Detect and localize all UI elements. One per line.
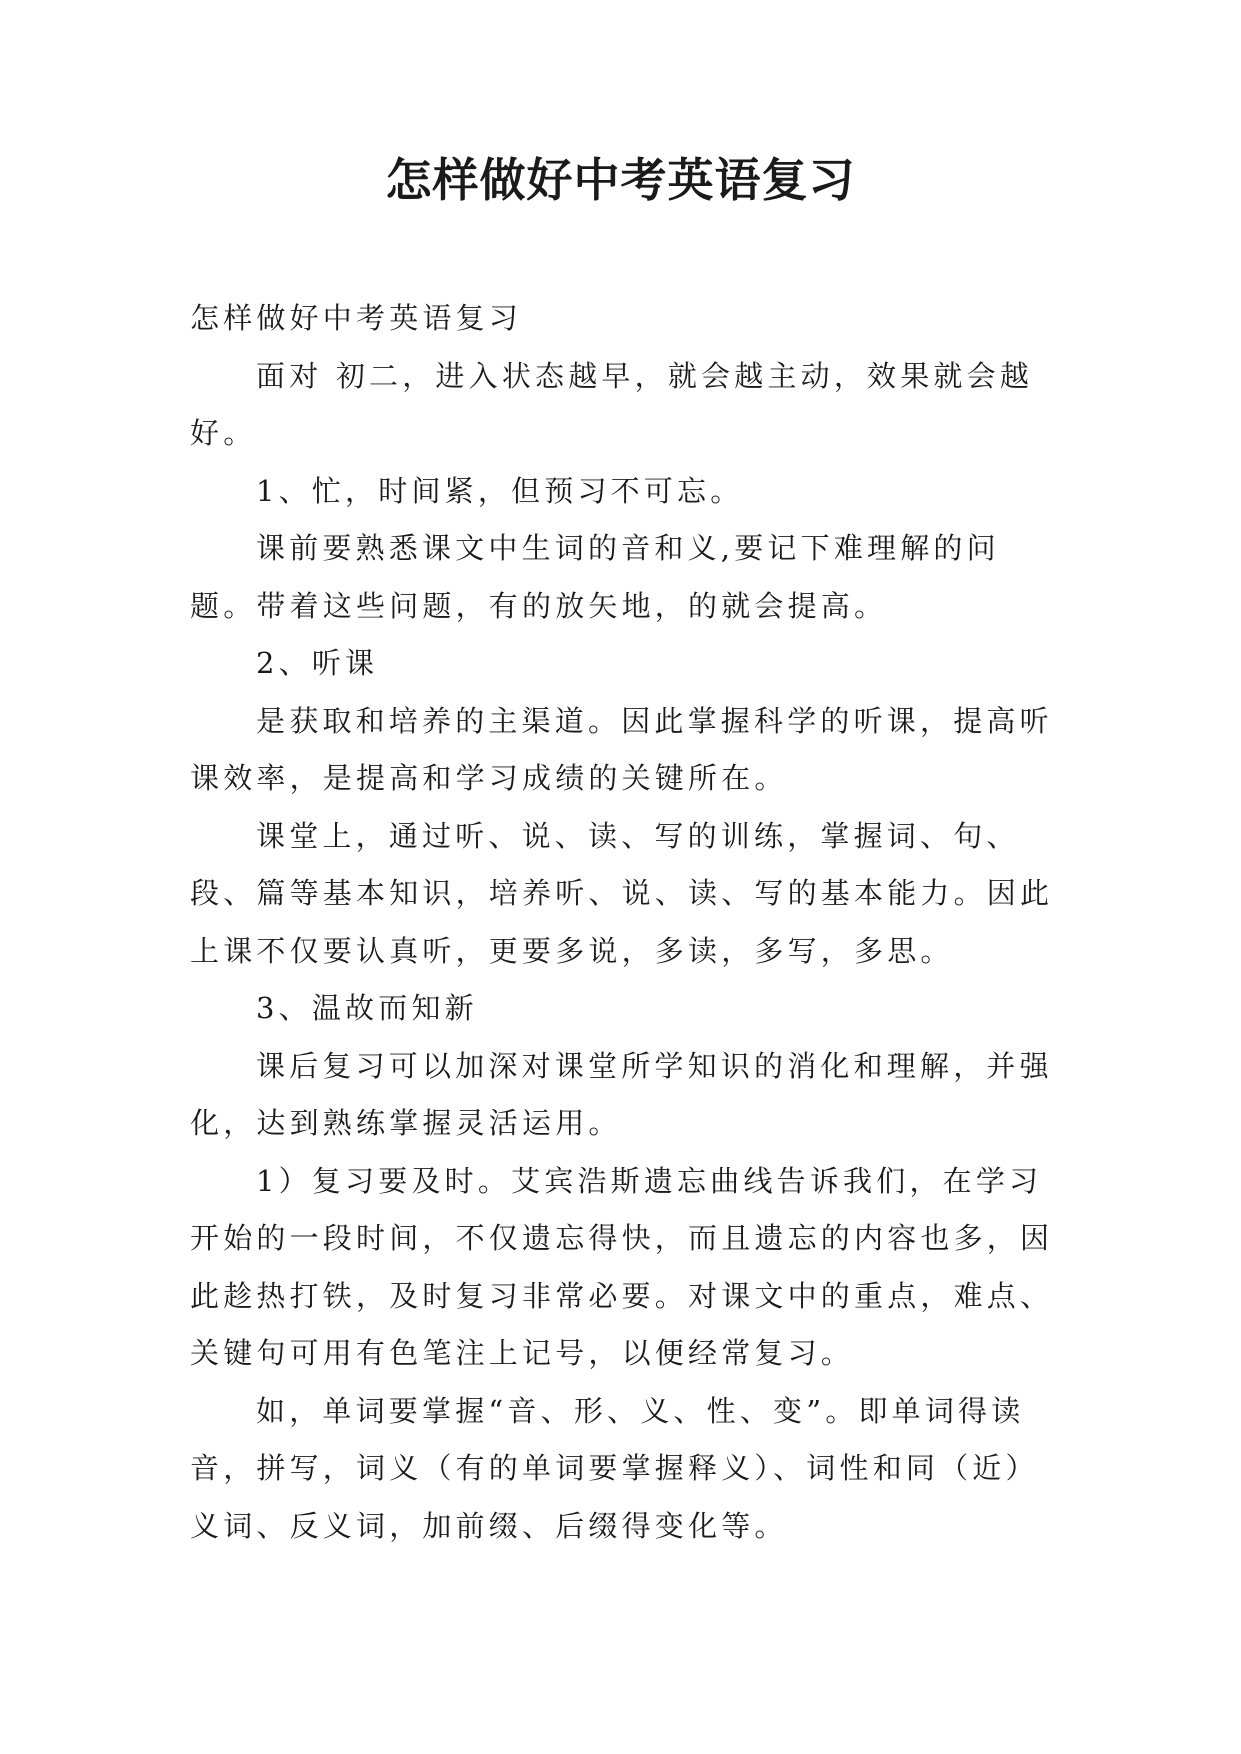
paragraph-heading: 2、听课 — [256, 646, 379, 680]
paragraph-heading: 3、温故而知新 — [256, 991, 478, 1025]
paragraph: 课堂上，通过听、说、读、写的训练，掌握词、句、段、篇等基本知识，培养听、说、读、写的基本能力。因此上课不仅要认真听，更要多说，多读，多写，多思。 — [190, 818, 1054, 968]
document-title: 怎样做好中考英语复习 — [385, 153, 856, 207]
paragraph: 课前要熟悉课文中生词的音和义,要记下难理解的问题。带着这些问题，有的放矢地，的就会提高。 — [190, 531, 1000, 623]
paragraph: 是获取和培养的主渠道。因此掌握科学的听课，提高听课效率，是提高和学习成绩的关键所在。 — [190, 703, 1053, 795]
paragraph: 1）复习要及时。艾宾浩斯遗忘曲线告诉我们，在学习开始的一段时间，不仅遗忘得快，而且遗忘的内容也多，因此趁热打铁，及时复习非常必要。对课文中的重点，难点、关键句可用有色笔注上记号，以便经常复习。 — [190, 1163, 1054, 1370]
paragraph: 如，单词要掌握“音、形、义、性、变”。即单词得读音，拼写，词义（有的单词要掌握释义）、词性和同（近）义词、反义词，加前缀、后缀得变化等。 — [190, 1393, 1039, 1543]
paragraph: 面对 初二，进入状态越早，就会越主动，效果就会越好。 — [190, 358, 1034, 450]
paragraph-heading: 1、忙，时间紧，但预习不可忘。 — [256, 473, 744, 508]
document-body — [190, 290, 1058, 1555]
paragraph-subtitle: 怎样做好中考英语复习 — [190, 301, 523, 335]
paragraph: 课后复习可以加深对课堂所学知识的消化和理解，并强化，达到熟练掌握灵活运用。 — [190, 1048, 1053, 1140]
